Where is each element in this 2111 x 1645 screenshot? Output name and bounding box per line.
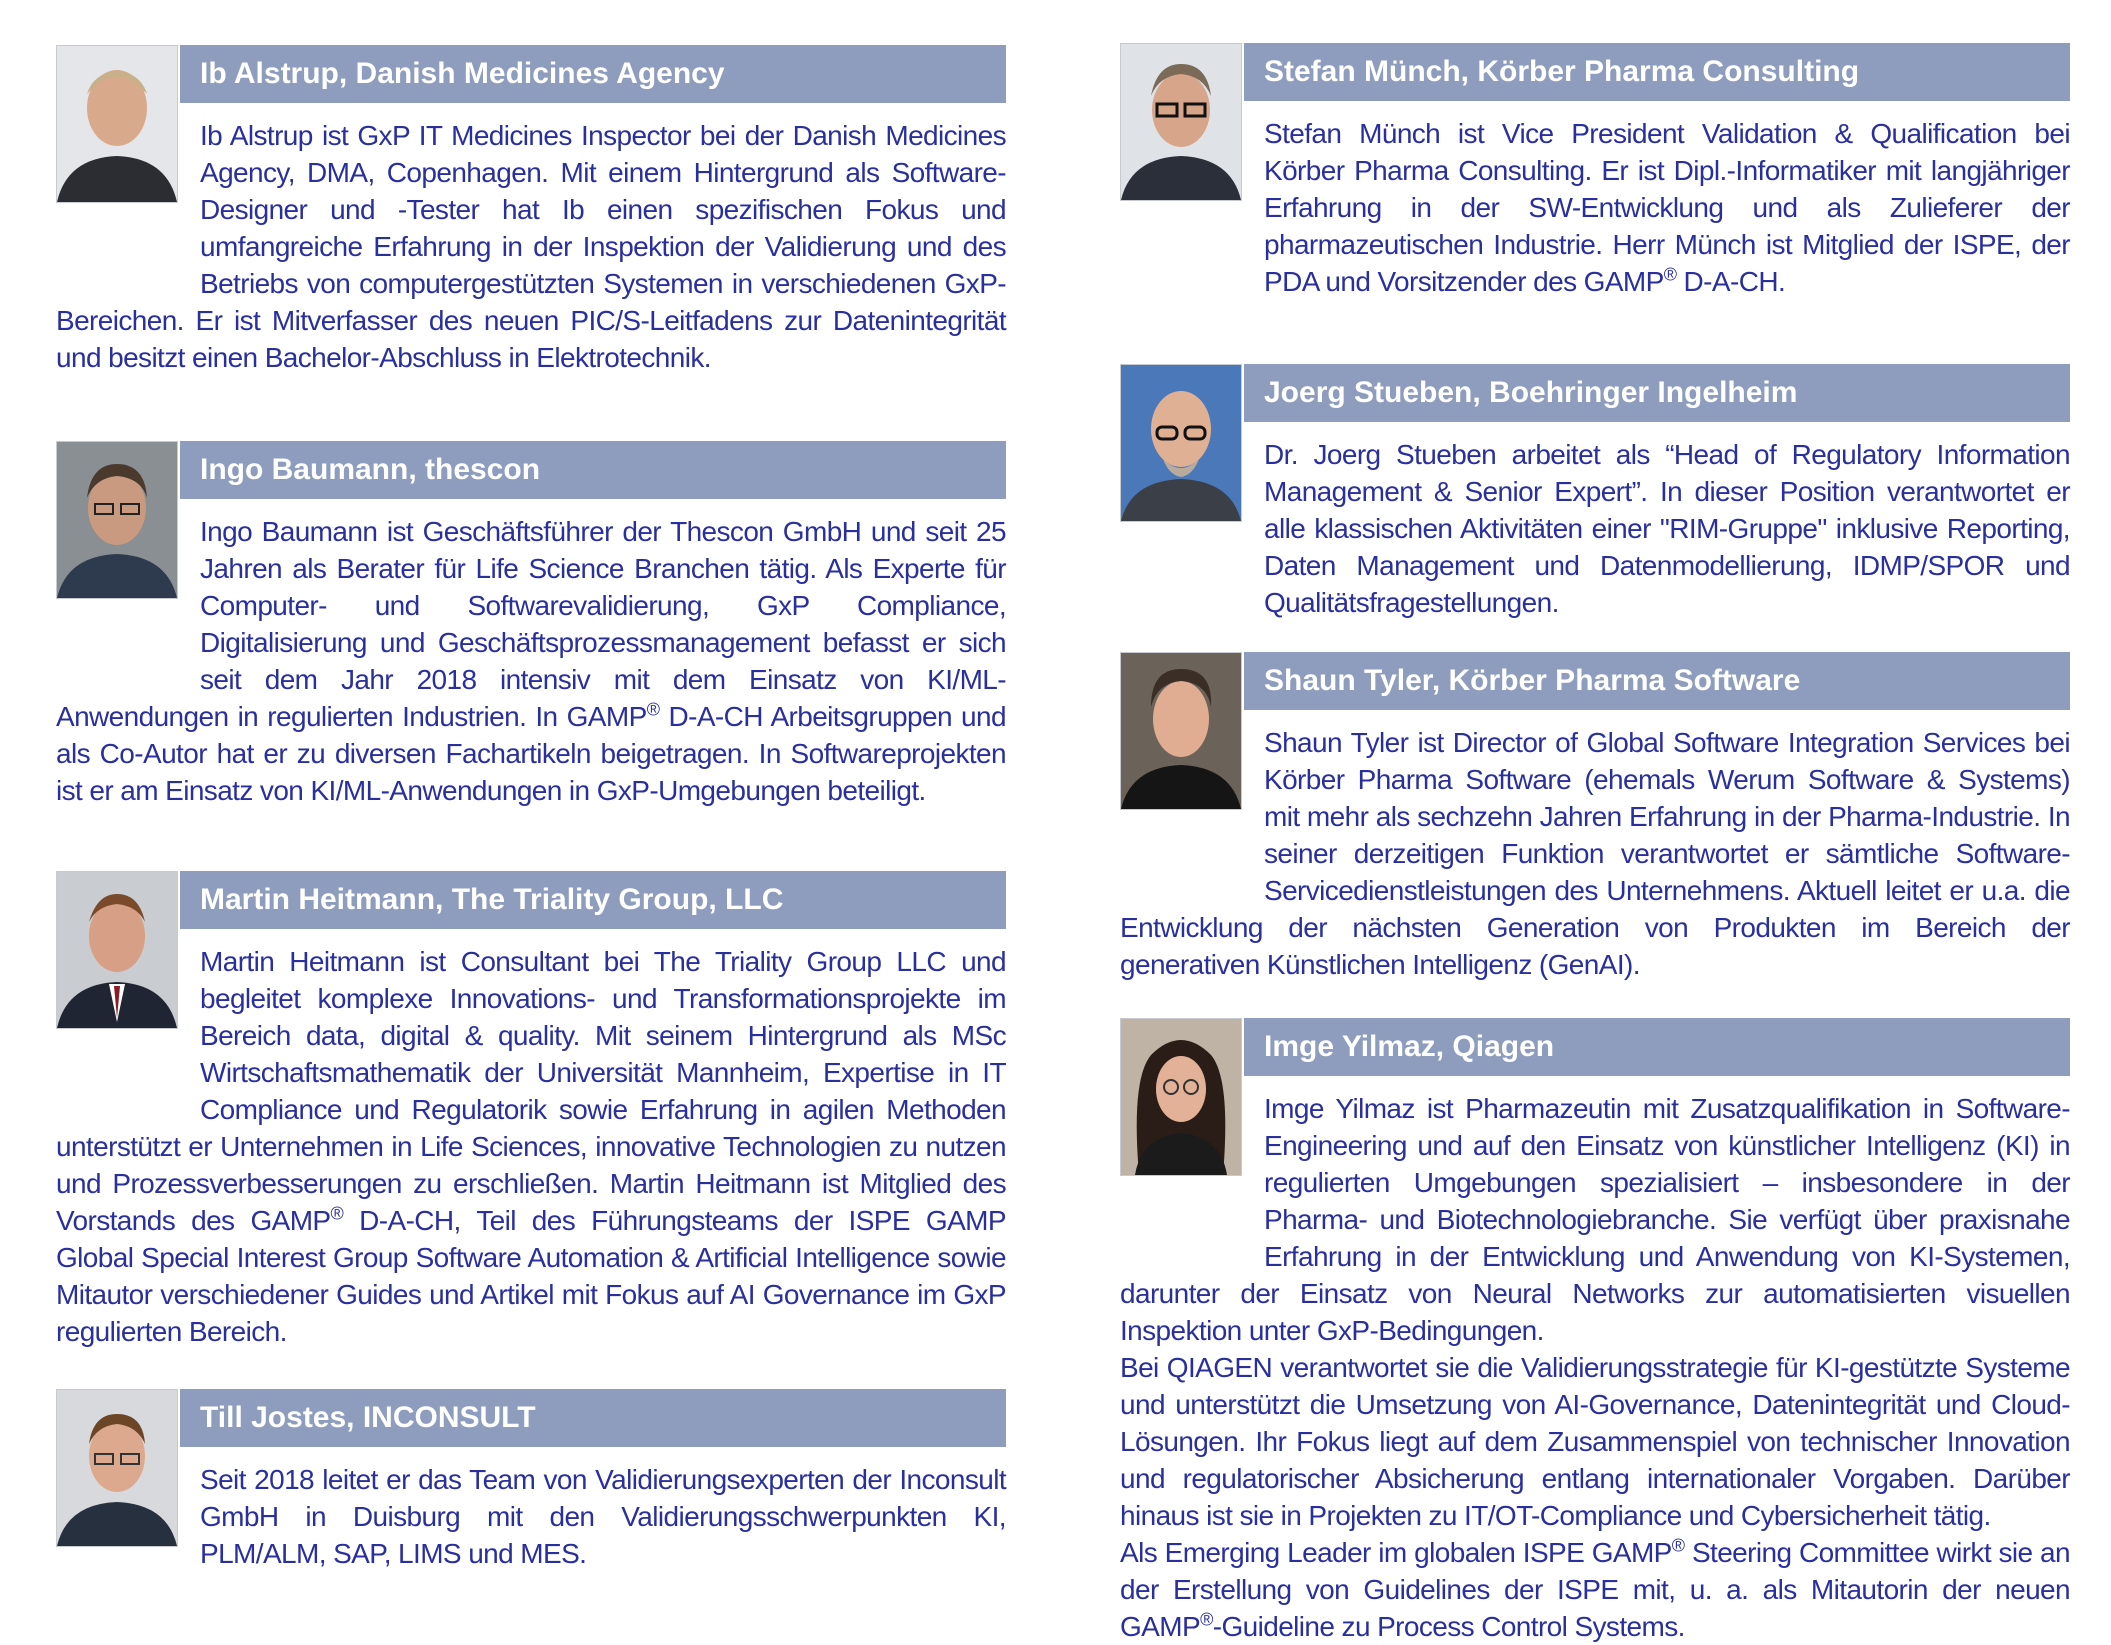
speaker-bio xyxy=(56,117,1006,376)
bio-paragraph: Dr. Joerg Stueben arbeitet als “Head of Regulatory Information Management & Senior Expert”. In dieser Position verantwortet er alle klassischen Aktivitäten einer "RIM-Gruppe" inklusive Reporting, Daten Management und Datenmodellierung, IDMP/SPOR und Qualitätsfragestellungen. xyxy=(1264,439,2070,618)
speaker-bio xyxy=(1120,1090,2070,1645)
speaker-bio xyxy=(1120,436,2070,621)
bio-paragraph: Stefan Münch ist Vice President Validation & Qualification bei Körber Pharma Consulting. Er ist Dipl.-Informatiker mit langjähriger Erfahrung in der SW-Entwicklung und als Zulieferer der pharmazeutischen Industrie. Herr Münch ist Mitglied der ISPE, der PDA und Vorsitzender des GAMP® D-A-CH. xyxy=(1264,118,2070,297)
speaker-name: Shaun Tyler, Körber Pharma Software xyxy=(1244,652,2070,710)
bio-paragraph: Imge Yilmaz ist Pharmazeutin mit Zusatzqualifikation in Software-Engineering und auf den Einsatz von künstlicher Intelligenz (KI) in regulierten Umgebungen spezialisiert – insbesondere in der Pharma- und Biotechnologiebranche. Sie verfügt über praxisnahe Erfahrung in der Entwicklung und Anwendung von KI-Systemen, darunter der Einsatz von Neural Networks zur automatisierten visuellen Inspektion unter GxP-Bedingungen. xyxy=(1120,1093,2070,1346)
speaker-name: Joerg Stueben, Boehringer Ingelheim xyxy=(1244,364,2070,422)
speaker-name: Imge Yilmaz, Qiagen xyxy=(1244,1018,2070,1076)
speaker-name: Ib Alstrup, Danish Medicines Agency xyxy=(180,45,1006,103)
bio-paragraph: Martin Heitmann ist Consultant bei The Triality Group LLC und begleitet komplexe Innovations- und Transformationsprojekte im Bereich data, digital & quality. Mit seinem Hintergrund als MSc Wirtschaftsmathematik der Universität Mannheim, Expertise in IT Compliance und Regulatorik sowie Erfahrung in agilen Methoden unterstützt er Unternehmen in Life Sciences, innovative Technologien zu nutzen und Prozessverbesserungen zu erschließen. Martin Heitmann ist Mitglied des Vorstands des GAMP® D-A-CH, Teil des Führungsteams der ISPE GAMP Global Special Interest Group Software Automation & Artificial Intelligence sowie Mitautor verschiedener Guides und Artikel mit Fokus auf AI Governance im GxP regulierten Bereich. xyxy=(56,946,1006,1347)
speaker-name: Till Jostes, INCONSULT xyxy=(180,1389,1006,1447)
bio-paragraph: Shaun Tyler ist Director of Global Software Integration Services bei Körber Pharma Software (ehemals Werum Software & Systems) mit mehr als sechzehn Jahren Erfahrung in der Pharma-Industrie. In seiner derzeitigen Funktion verantwortet er sämtliche Software-Servicedienstleistungen des Unternehmens. Aktuell leitet er u.a. die Entwicklung der nächsten Generation von Produkten im Bereich der generativen Künstlichen Intelligenz (GenAI). xyxy=(1120,727,2070,980)
speaker-name: Martin Heitmann, The Triality Group, LLC xyxy=(180,871,1006,929)
speaker-bio xyxy=(1120,115,2070,300)
bio-paragraph: Seit 2018 leitet er das Team von Validierungsexperten der Inconsult GmbH in Duisburg mit den Validierungsschwerpunkten KI, PLM/ALM, SAP, LIMS und MES. xyxy=(200,1464,1006,1569)
bio-paragraph: Als Emerging Leader im globalen ISPE GAMP® Steering Committee wirkt sie an der Erstellung von Guidelines der ISPE mit, u. a. als Mitautorin der neuen GAMP®-Guideline zu Process Control Systems. xyxy=(1120,1535,2070,1642)
bio-paragraph: Bei QIAGEN verantwortet sie die Validierungsstrategie für KI-gestützte Systeme und unterstützt die Umsetzung von AI-Governance, Datenintegrität und Cloud-Lösungen. Ihr Fokus liegt auf dem Zusammenspiel von technischer Innovation und regulatorischer Absicherung entlang internationaler Vorgaben. Darüber hinaus ist sie in Projekten zu IT/OT-Compliance und Cybersicherheit tätig. xyxy=(1120,1352,2070,1531)
speaker-bio xyxy=(56,1461,1006,1639)
speaker-bio xyxy=(1120,724,2070,983)
speaker-name: Ingo Baumann, thescon xyxy=(180,441,1006,499)
speaker-bio xyxy=(56,943,1006,1350)
speaker-bio xyxy=(56,513,1006,809)
bio-paragraph: Ingo Baumann ist Geschäftsführer der Thescon GmbH und seit 25 Jahren als Berater für Life Science Branchen tätig. Als Experte für Computer- und Softwarevalidierung, GxP Compliance, Digitalisierung und Geschäftsprozessmanagement befasst er sich seit dem Jahr 2018 intensiv mit dem Einsatz von KI/ML-Anwendungen in regulierten Industrien. In GAMP® D-A-CH Arbeitsgruppen und als Co-Autor hat er zu diversen Fachartikeln beigetragen. In Softwareprojekten ist er am Einsatz von KI/ML-Anwendungen in GxP-Umgebungen beteiligt. xyxy=(56,516,1006,806)
speaker-name: Stefan Münch, Körber Pharma Consulting xyxy=(1244,43,2070,101)
bio-paragraph: Ib Alstrup ist GxP IT Medicines Inspector bei der Danish Medicines Agency, DMA, Copenhagen. Mit einem Hintergrund als Software-Designer und -Tester hat Ib einen spezifischen Fokus und umfangreiche Erfahrung in der Inspektion der Validierung und des Betriebs von computergestützten Systemen in verschiedenen GxP-Bereichen. Er ist Mitverfasser des neuen PIC/S-Leitfadens zur Datenintegrität und besitzt einen Bachelor-Abschluss in Elektrotechnik. xyxy=(56,120,1006,373)
